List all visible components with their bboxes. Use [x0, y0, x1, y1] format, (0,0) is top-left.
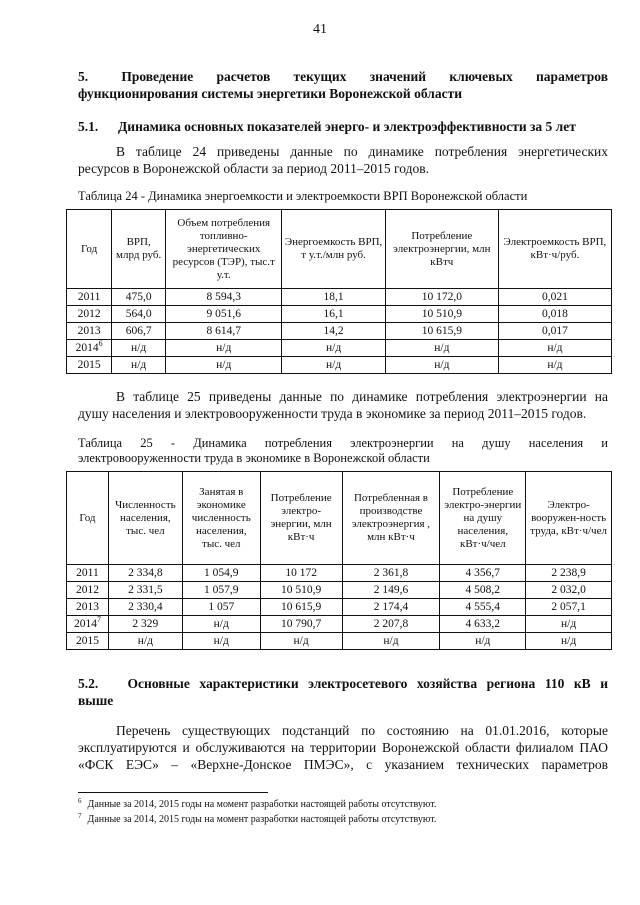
col-header: Энергоемкость ВРП, т у.т./млн руб.	[282, 210, 385, 289]
table-cell: 2 330,4	[108, 599, 182, 616]
year-cell: 2012	[67, 582, 109, 599]
col-header: Занятая в экономике численность населения, тыс. чел	[182, 472, 260, 565]
section-title-line1: Основные характеристики электросетевого хозяйства региона 110 кВ и	[127, 676, 608, 691]
table-cell: 10 172	[260, 565, 342, 582]
year-cell: 2011	[67, 289, 112, 306]
section-5-1-heading	[78, 119, 608, 135]
paragraph-table24-intro	[78, 143, 608, 177]
table-cell: 2 361,8	[342, 565, 440, 582]
table-cell: 475,0	[112, 289, 166, 306]
col-header: Электроемкость ВРП, кВт·ч/руб.	[498, 210, 611, 289]
table-cell: 0,017	[498, 323, 611, 340]
table-cell: н/д	[182, 616, 260, 633]
table-cell: н/д	[498, 357, 611, 374]
year-cell: 2013	[67, 323, 112, 340]
table-cell: н/д	[385, 340, 498, 357]
table-cell: 2 174,4	[342, 599, 440, 616]
col-header: Год	[67, 472, 109, 565]
subsection-title: Динамика основных показателей энерго- и электроэффективности за 5 лет	[118, 119, 576, 134]
paragraph-line: душу населения и электровооруженности труда в экономике за период 2011–2015 годов.	[78, 406, 587, 421]
table-cell: 2 238,9	[526, 565, 612, 582]
section-number: 5.2.	[78, 676, 99, 691]
table-cell: 2 334,8	[108, 565, 182, 582]
paragraph-line: В таблице 24 приведены данные по динамике потребления энергетических	[116, 144, 608, 159]
table-cell: н/д	[112, 340, 166, 357]
table-cell: 0,018	[498, 306, 611, 323]
caption-line: электровооруженности труда в экономике в Воронежской области	[78, 451, 430, 465]
section-title-line2: выше	[78, 693, 114, 708]
table-cell: 2 207,8	[342, 616, 440, 633]
paragraph-line: ресурсов в Воронежской области за период 2011–2015 годов.	[78, 161, 429, 176]
year-cell: 2012	[67, 306, 112, 323]
table-cell: 10 510,9	[260, 582, 342, 599]
footnote-separator	[78, 792, 268, 793]
table-25	[66, 471, 612, 650]
year-cell: 2015	[67, 357, 112, 374]
table-cell: н/д	[182, 633, 260, 650]
caption-line: Таблица 25 - Динамика потребления электроэнергии на душу населения и	[78, 436, 608, 450]
table-row	[67, 306, 612, 323]
paragraph-table25-intro	[78, 388, 608, 422]
table25-caption	[78, 436, 608, 466]
table-cell: н/д	[385, 357, 498, 374]
footnote-text: Данные за 2014, 2015 годы на момент разработки настоящей работы отсутствуют.	[87, 814, 437, 825]
paragraph-line: Перечень существующих подстанций по состоянию на 01.01.2016, которые	[116, 723, 608, 738]
table-row	[67, 357, 612, 374]
year-cell: 2015	[67, 633, 109, 650]
table-cell: 4 555,4	[440, 599, 526, 616]
table-cell: 14,2	[282, 323, 385, 340]
subsection-number: 5.1.	[78, 119, 99, 134]
table-cell: 606,7	[112, 323, 166, 340]
table-cell: 4 508,2	[440, 582, 526, 599]
col-header: Численность населения, тыс. чел	[108, 472, 182, 565]
table-cell: 10 172,0	[385, 289, 498, 306]
col-header: Потребленная в производстве электроэнергия , млн кВт·ч	[342, 472, 440, 565]
table-row	[67, 582, 612, 599]
footnote-mark: 6	[78, 796, 82, 805]
col-header: Потребление электро-энергии на душу населения, кВт·ч/чел	[440, 472, 526, 565]
table-cell: 4 633,2	[440, 616, 526, 633]
table-row	[67, 323, 612, 340]
section-number: 5.	[78, 69, 89, 84]
paragraph-line: «ФСК ЕЭС» – «Верхне-Донское ПМЭС», с указанием технических параметров	[78, 757, 608, 772]
col-header: Электро-вооружен-ность труда, кВт·ч/чел	[526, 472, 612, 565]
table-cell: н/д	[166, 340, 282, 357]
table-cell: 2 149,6	[342, 582, 440, 599]
footnote-7	[78, 813, 436, 826]
table-cell: 18,1	[282, 289, 385, 306]
table-cell: 1 057,9	[182, 582, 260, 599]
page-number: 41	[313, 22, 327, 37]
year-cell: 2014$^7$	[67, 616, 109, 633]
table-cell: 10 510,9	[385, 306, 498, 323]
table-row	[67, 633, 612, 650]
section-title-line2: функционирования системы энергетики Воронежской области	[78, 86, 462, 101]
table-row	[67, 616, 612, 633]
table-row	[67, 340, 612, 357]
table-cell: 4 356,7	[440, 565, 526, 582]
table-cell: н/д	[526, 616, 612, 633]
table-24	[66, 209, 612, 374]
year-cell: 2013	[67, 599, 109, 616]
table-cell: 10 615,9	[385, 323, 498, 340]
year-cell: 2011	[67, 565, 109, 582]
paragraph-line: В таблице 25 приведены данные по динамике потребления электроэнергии на	[116, 389, 608, 404]
paragraph-substations	[78, 722, 608, 773]
footnote-text: Данные за 2014, 2015 годы на момент разработки настоящей работы отсутствуют.	[87, 799, 437, 810]
table-cell: 9 051,6	[166, 306, 282, 323]
table-cell: н/д	[440, 633, 526, 650]
col-header: Потребление электроэнергии, млн кВтч	[385, 210, 498, 289]
table-row	[67, 289, 612, 306]
table-cell: 1 057	[182, 599, 260, 616]
table-cell: 8 614,7	[166, 323, 282, 340]
table-cell: н/д	[260, 633, 342, 650]
col-header: Объем потребления топливно-энергетических ресурсов (ТЭР), тыс.т у.т.	[166, 210, 282, 289]
table-cell: 16,1	[282, 306, 385, 323]
table-cell: н/д	[166, 357, 282, 374]
table-cell: н/д	[526, 633, 612, 650]
table24-caption: Таблица 24 - Динамика энергоемкости и электроемкости ВРП Воронежской области	[78, 189, 528, 203]
table-cell: н/д	[498, 340, 611, 357]
section-5-heading	[78, 68, 608, 102]
table-cell: 564,0	[112, 306, 166, 323]
footnote-mark: 7	[78, 811, 82, 820]
table-cell: 2 329	[108, 616, 182, 633]
paragraph-line: эксплуатируются и обслуживаются на территории Воронежской области филиалом ПАО	[78, 740, 608, 755]
year-cell: 2014$^6$	[67, 340, 112, 357]
table-cell: 2 032,0	[526, 582, 612, 599]
section-5-2-heading	[78, 675, 608, 709]
col-header: ВРП, млрд руб.	[112, 210, 166, 289]
footnote-6	[78, 798, 436, 811]
col-header: Год	[67, 210, 112, 289]
table-cell: 10 790,7	[260, 616, 342, 633]
section-title-line1: Проведение расчетов текущих значений ключевых параметров	[121, 69, 609, 84]
table-cell: 2 331,5	[108, 582, 182, 599]
table-cell: н/д	[282, 357, 385, 374]
table-cell: 2 057,1	[526, 599, 612, 616]
table-cell: 8 594,3	[166, 289, 282, 306]
table-cell: н/д	[112, 357, 166, 374]
table-cell: 1 054,9	[182, 565, 260, 582]
table-cell: н/д	[282, 340, 385, 357]
table-cell: 0,021	[498, 289, 611, 306]
table-cell: 10 615,9	[260, 599, 342, 616]
col-header: Потребление электро-энергии, млн кВт·ч	[260, 472, 342, 565]
table-cell: н/д	[108, 633, 182, 650]
table-row	[67, 599, 612, 616]
table-row	[67, 565, 612, 582]
table-cell: н/д	[342, 633, 440, 650]
